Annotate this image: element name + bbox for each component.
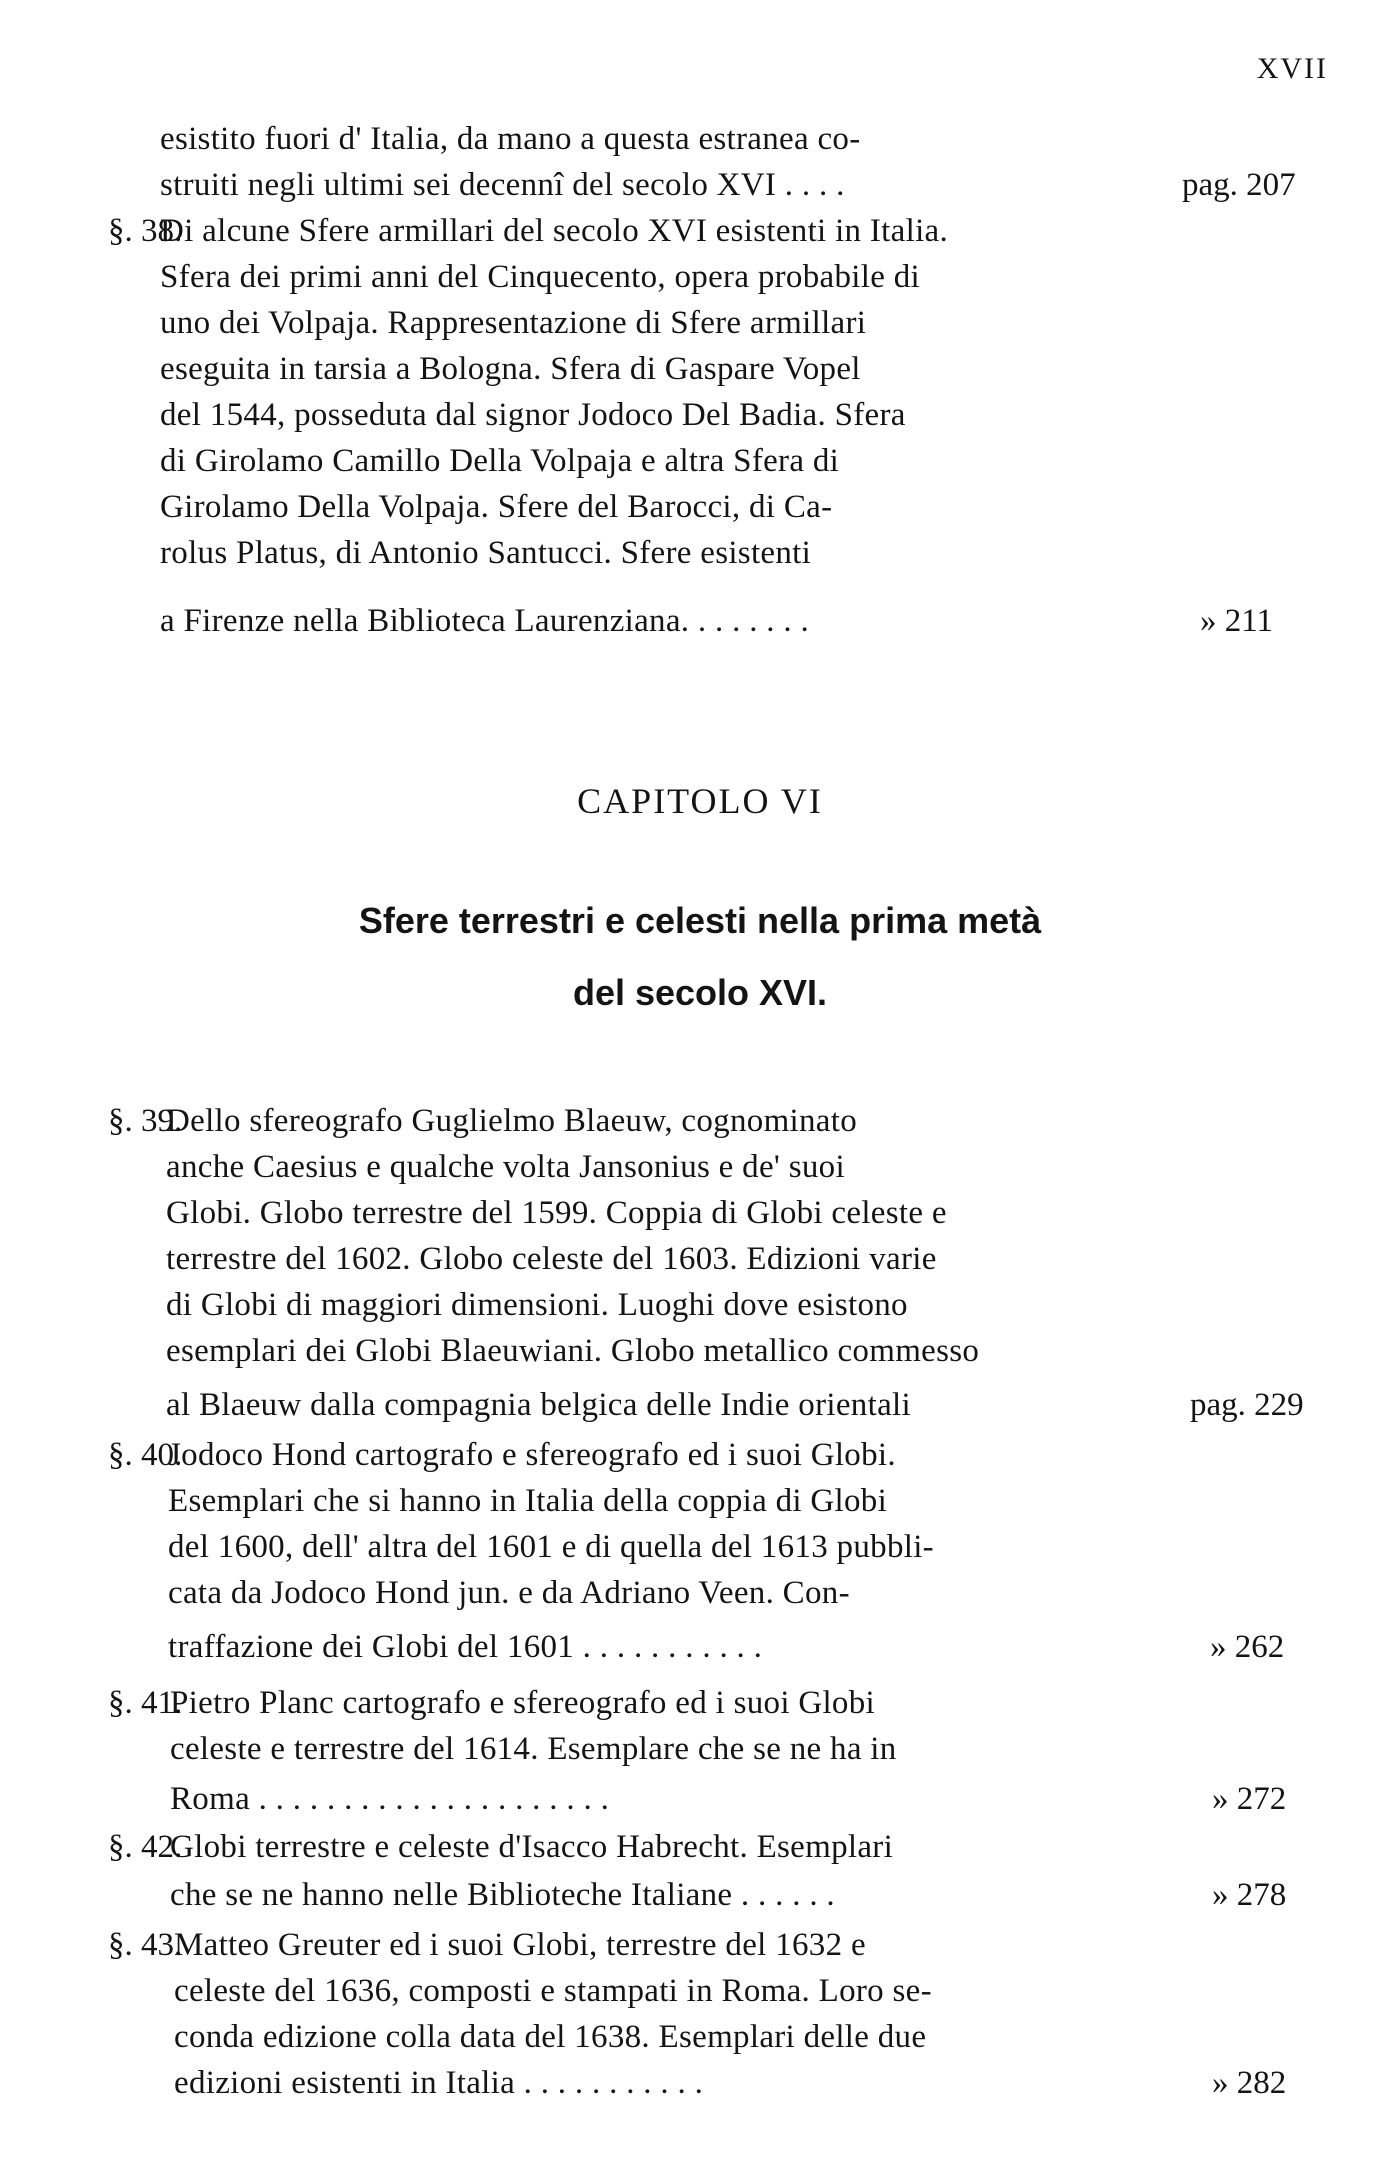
entry-line: Globi. Globo terrestre del 1599. Coppia di Globi celeste e xyxy=(166,1195,947,1231)
continued-entry-line: esistito fuori d' Italia, da mano a questa estranea co- xyxy=(160,121,861,157)
page-reference: » 272 xyxy=(1212,1781,1287,1817)
section-number: §. 39. xyxy=(108,1103,183,1139)
page-reference: pag. 229 xyxy=(1190,1387,1304,1423)
entry-line: edizioni esistenti in Italia . . . . . . . . . . . xyxy=(174,2065,704,2101)
entry-line: a Firenze nella Biblioteca Laurenziana. . . . . . . . xyxy=(160,603,810,639)
chapter-title: CAPITOLO VI xyxy=(577,781,823,821)
page-reference: pag. 207 xyxy=(1182,167,1296,203)
page-reference: » 211 xyxy=(1200,603,1274,639)
entry-line: Jodoco Hond cartografo e sfereografo ed i suoi Globi. xyxy=(168,1437,896,1473)
entry-line: celeste e terrestre del 1614. Esemplare che se ne ha in xyxy=(170,1731,897,1767)
entry-line: Girolamo Della Volpaja. Sfere del Barocci, di Ca- xyxy=(160,489,833,525)
entry-line: al Blaeuw dalla compagnia belgica delle Indie orientali xyxy=(166,1387,911,1423)
entry-line: terrestre del 1602. Globo celeste del 1603. Edizioni varie xyxy=(166,1241,937,1277)
entry-line: celeste del 1636, composti e stampati in Roma. Loro se- xyxy=(174,1973,932,2009)
entry-line: del 1600, dell' altra del 1601 e di quella del 1613 pubbli- xyxy=(168,1529,934,1565)
entry-line: rolus Platus, di Antonio Santucci. Sfere esistenti xyxy=(160,535,812,571)
continued-entry-line: struiti negli ultimi sei decennî del secolo XVI . . . . xyxy=(160,167,845,203)
entry-line: Globi terrestre e celeste d'Isacco Habrecht. Esemplari xyxy=(170,1829,894,1865)
entry-line: Esemplari che si hanno in Italia della coppia di Globi xyxy=(168,1483,888,1519)
chapter-subtitle: Sfere terrestri e celesti nella prima metà xyxy=(358,900,1042,941)
entry-line: Roma . . . . . . . . . . . . . . . . . . . . . xyxy=(170,1781,610,1817)
entry-line: Matteo Greuter ed i suoi Globi, terrestre del 1632 e xyxy=(174,1927,866,1963)
entry-line: conda edizione colla data del 1638. Esemplari delle due xyxy=(174,2019,927,2055)
entry-line: anche Caesius e qualche volta Jansonius e de' suoi xyxy=(166,1149,845,1185)
section-number: §. 40. xyxy=(108,1437,183,1473)
section-number: §. 41. xyxy=(108,1685,183,1721)
entry-line: di Globi di maggiori dimensioni. Luoghi dove esistono xyxy=(166,1287,908,1323)
entry-line: di Girolamo Camillo Della Volpaja e altra Sfera di xyxy=(160,443,840,479)
page-reference: » 262 xyxy=(1210,1629,1285,1665)
chapter-subtitle: del secolo XVI. xyxy=(572,972,828,1013)
entry-line: Di alcune Sfere armillari del secolo XVI esistenti in Italia. xyxy=(160,213,949,249)
entry-line: che se ne hanno nelle Biblioteche Italiane . . . . . . xyxy=(170,1877,835,1913)
section-number: §. 43. xyxy=(108,1927,183,1963)
entry-line: Pietro Planc cartografo e sfereografo ed i suoi Globi xyxy=(170,1685,875,1721)
page-reference: » 282 xyxy=(1212,2065,1287,2101)
entry-line: eseguita in tarsia a Bologna. Sfera di Gaspare Vopel xyxy=(160,351,861,387)
page-reference: » 278 xyxy=(1212,1877,1287,1913)
entry-line: Sfera dei primi anni del Cinquecento, opera probabile di xyxy=(160,259,920,295)
section-number: §. 38. xyxy=(108,213,183,249)
entry-line: Dello sfereografo Guglielmo Blaeuw, cognominato xyxy=(166,1103,858,1139)
entry-line: cata da Jodoco Hond jun. e da Adriano Veen. Con- xyxy=(168,1575,850,1611)
entry-line: esemplari dei Globi Blaeuwiani. Globo metallico commesso xyxy=(166,1333,980,1369)
page-number-roman: XVII xyxy=(1256,52,1328,85)
entry-line: traffazione dei Globi del 1601 . . . . . . . . . . . xyxy=(168,1629,763,1665)
entry-line: uno dei Volpaja. Rappresentazione di Sfere armillari xyxy=(160,305,867,341)
entry-line: del 1544, posseduta dal signor Jodoco Del Badia. Sfera xyxy=(160,397,906,433)
section-number: §. 42. xyxy=(108,1829,183,1865)
